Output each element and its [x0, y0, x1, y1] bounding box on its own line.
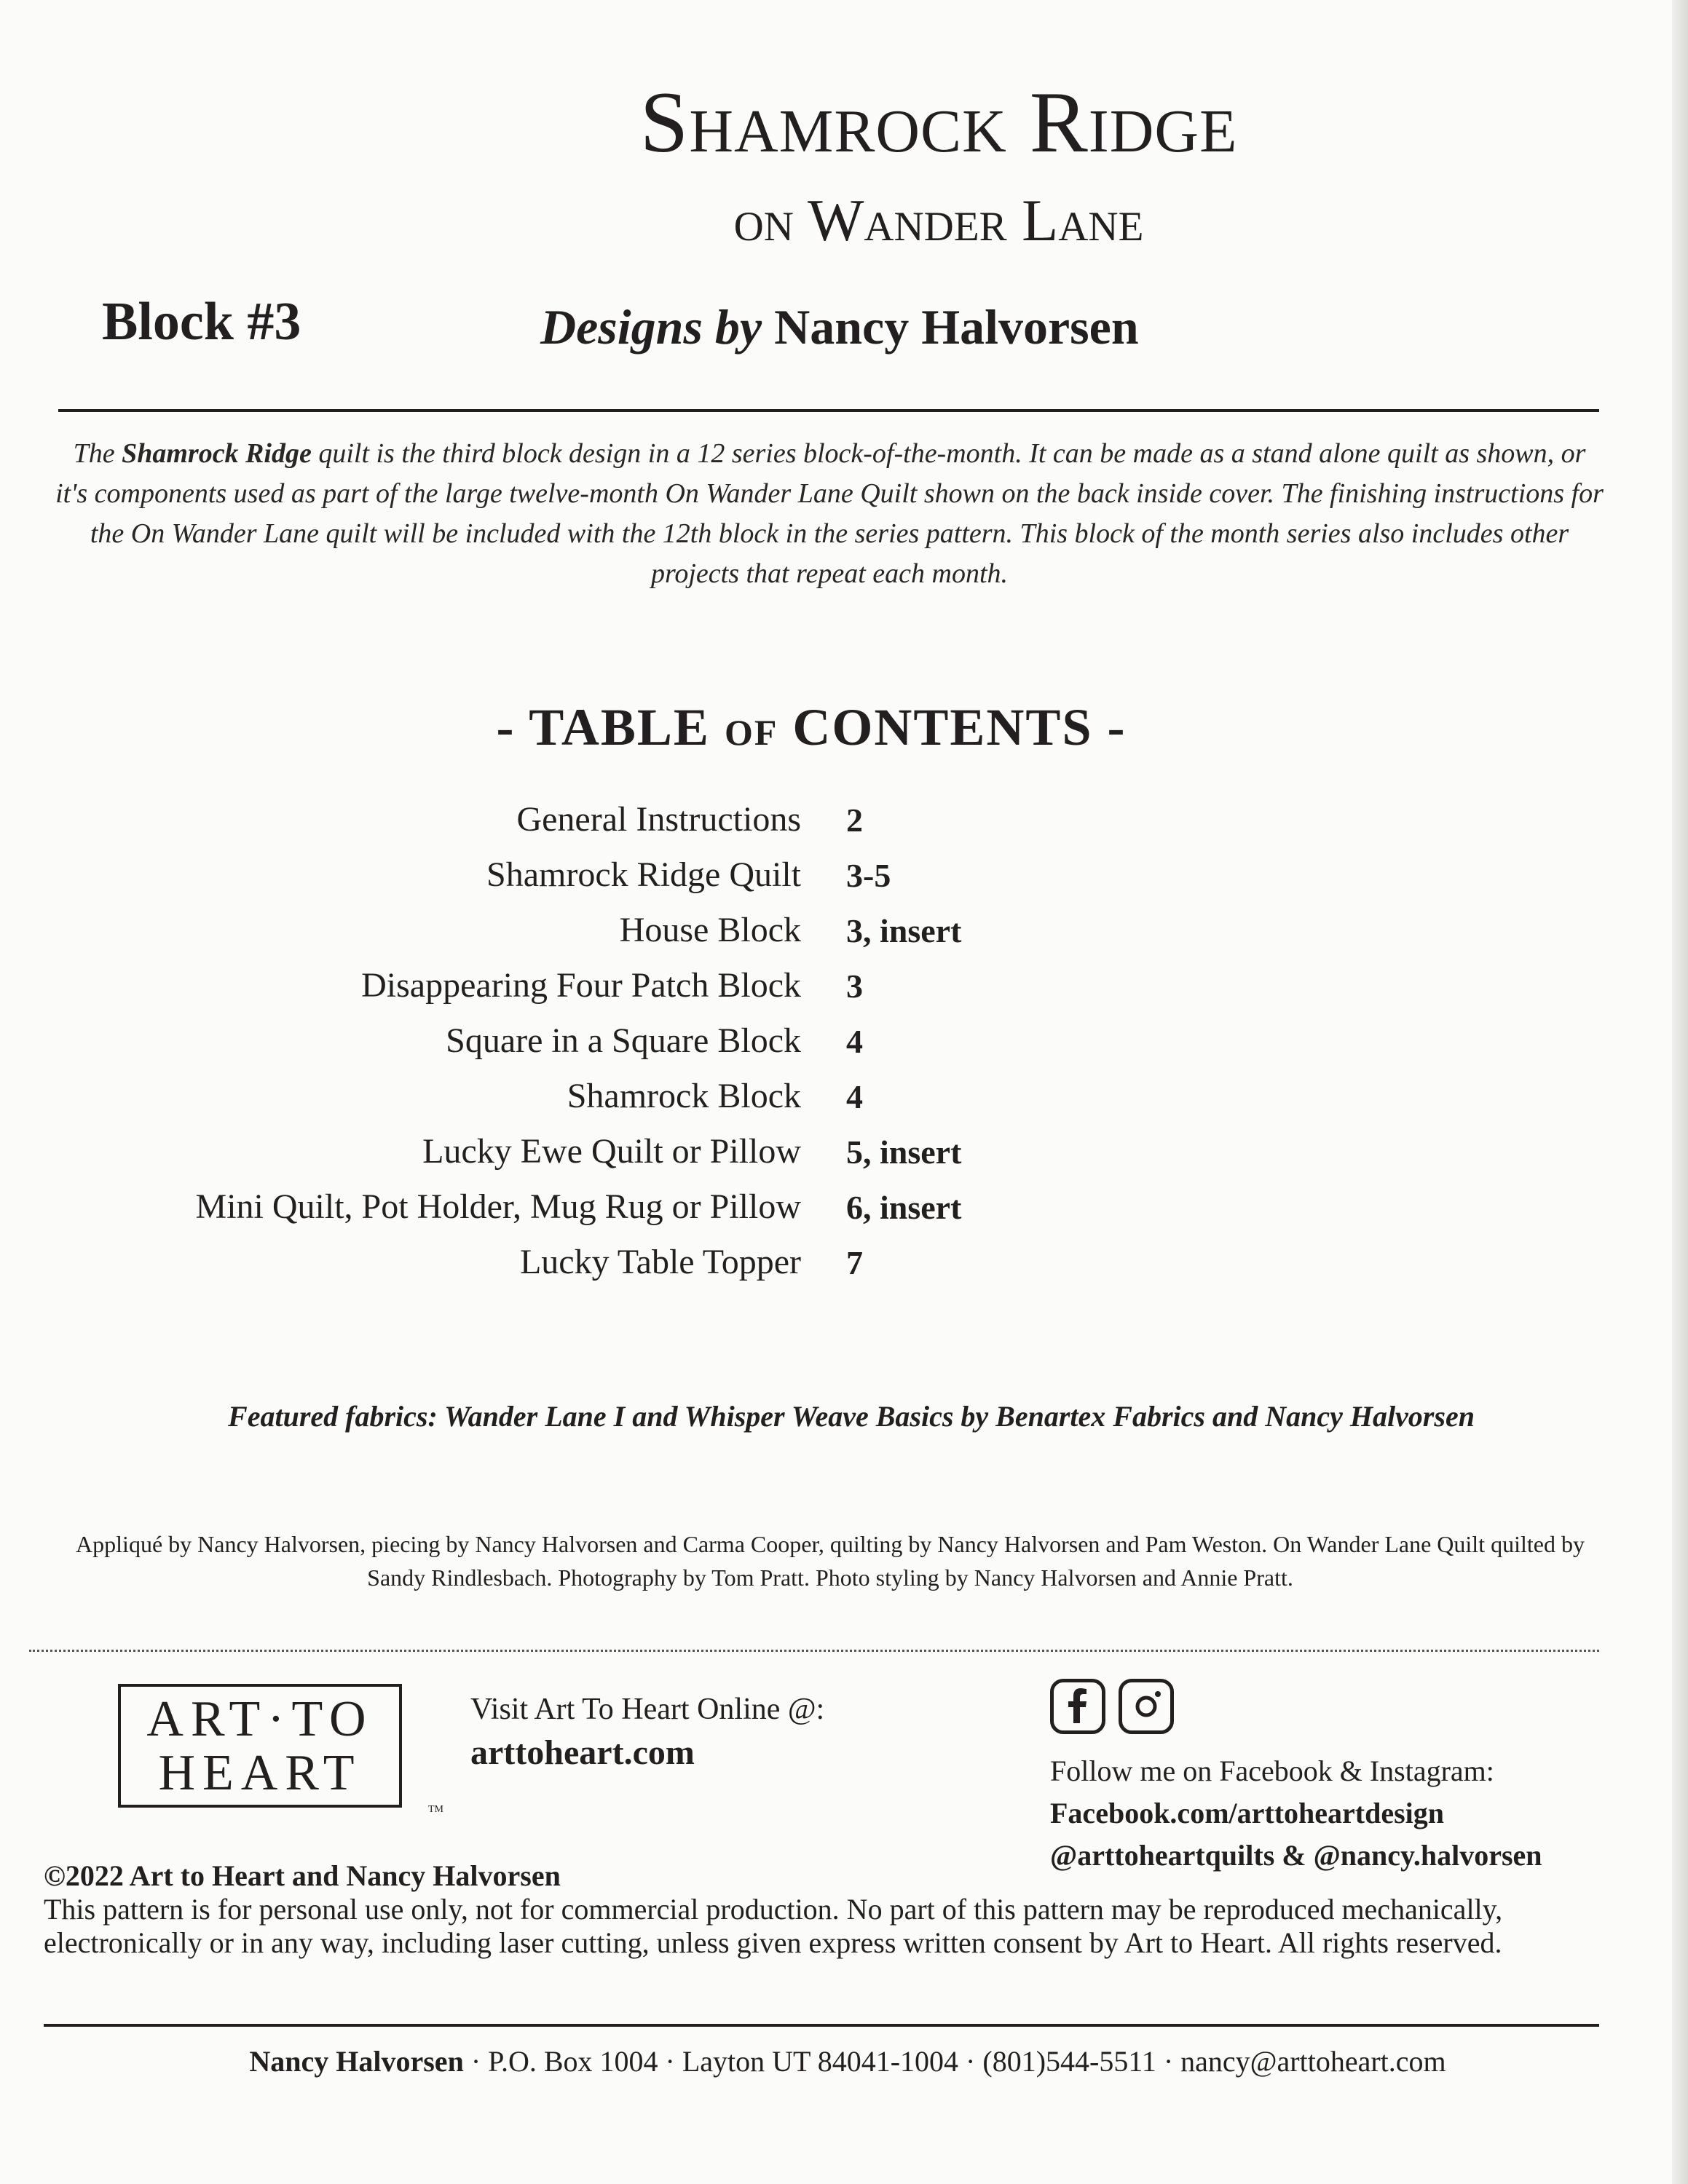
- website-link[interactable]: arttoheart.com: [470, 1733, 695, 1772]
- address-line: [0, 2044, 1688, 2078]
- intro-lead: The: [73, 438, 115, 469]
- toc-entry-title: House Block: [619, 911, 801, 949]
- toc-entry-page: 3-5: [846, 857, 891, 894]
- address-name: Nancy Halvorsen: [249, 2045, 464, 2078]
- art-to-heart-logo: [118, 1684, 402, 1808]
- featured-fabrics: Featured fabrics: Wander Lane I and Whisper Weave Basics by Benartex Fabrics and Nancy Halvorsen: [228, 1400, 1475, 1433]
- page-title: Shamrock Ridge: [639, 74, 1238, 170]
- table-of-contents: [0, 799, 1688, 1297]
- toc-entry: [0, 1021, 1688, 1076]
- toc-entry-title: General Instructions: [516, 800, 801, 839]
- credits-paragraph: Appliqué by Nancy Halvorsen, piecing by Nancy Halvorsen and Carma Cooper, quilting by Nancy Halvorsen and Pam Weston. On Wander Lane Quilt quilted by Sandy Rindlesbach. Photography by Tom Pratt. Photo styling by Nancy Halvorsen and Annie Pratt.: [76, 1531, 1585, 1591]
- intro-paragraph: [55, 434, 1604, 594]
- toc-entry-page: 6, insert: [846, 1189, 962, 1226]
- copyright-line: ©2022 Art to Heart and Nancy Halvorsen: [44, 1859, 561, 1892]
- block-number: Block #3: [102, 292, 301, 352]
- toc-entry-page: 3: [846, 968, 863, 1005]
- toc-entry-title: Lucky Ewe Quilt or Pillow: [422, 1132, 801, 1171]
- website-block: [470, 1688, 824, 1775]
- toc-entry-page: 2: [846, 802, 863, 839]
- copyright-block: [44, 1859, 1595, 1960]
- toc-entry: [0, 910, 1688, 965]
- social-icons: [1050, 1679, 1184, 1734]
- logo-line-1: ART·TO: [146, 1691, 374, 1747]
- toc-entry-title: Disappearing Four Patch Block: [361, 966, 801, 1005]
- toc-entry: [0, 1131, 1688, 1187]
- toc-entry: [0, 965, 1688, 1021]
- instagram-icon[interactable]: [1119, 1679, 1174, 1734]
- toc-entry: [0, 1187, 1688, 1242]
- intro-text: quilt is the third block design in a 12 series block-of-the-month. It can be made as a stand alone quilt as shown, or it's components used as part of the large twelve-month On Wander Lane Quilt shown on the back inside cover. The finishing instructions for the On Wander Lane quilt will be included with the 12th block in the series pattern. This block of the month series also includes other projects that repeat each month.: [55, 438, 1604, 589]
- visit-label: Visit Art To Heart Online @:: [470, 1693, 825, 1726]
- header-divider: [58, 409, 1599, 412]
- toc-entry-title: Square in a Square Block: [446, 1021, 801, 1060]
- toc-entry-title: Shamrock Ridge Quilt: [486, 855, 801, 894]
- facebook-link[interactable]: Facebook.com/arttoheartdesign: [1050, 1797, 1445, 1829]
- toc-entry: [0, 1242, 1688, 1297]
- toc-entry-page: 5, insert: [846, 1133, 962, 1171]
- toc-entry-page: 7: [846, 1244, 863, 1281]
- trademark-mark: TM: [428, 1804, 443, 1815]
- copyright-notice: This pattern is for personal use only, not for commercial production. No part of this pattern may be reproduced mechanically, electronically or in any way, including laser cutting, unless given express written consent by Art to Heart. All rights reserved.: [44, 1893, 1503, 1959]
- toc-heading: - TABLE of CONTENTS -: [496, 698, 1127, 756]
- facebook-icon[interactable]: [1050, 1679, 1105, 1734]
- logo-line-2: HEART: [158, 1745, 362, 1801]
- toc-entry-title: Mini Quilt, Pot Holder, Mug Rug or Pillow: [195, 1187, 801, 1226]
- footer-divider: [44, 2024, 1599, 2027]
- toc-entry: [0, 1076, 1688, 1131]
- toc-entry: [0, 799, 1688, 855]
- address-details: · P.O. Box 1004 · Layton UT 84041-1004 · (801)544-5511 · nancy@arttoheart.com: [463, 2045, 1446, 2078]
- instagram-handles[interactable]: @arttoheartquilts & @nancy.halvorsen: [1050, 1839, 1542, 1872]
- toc-entry-page: 4: [846, 1023, 863, 1060]
- toc-entry-title: Lucky Table Topper: [519, 1243, 801, 1281]
- follow-label: Follow me on Facebook & Instagram:: [1050, 1754, 1494, 1787]
- designs-label: Designs by: [540, 299, 762, 355]
- toc-entry-page: 3, insert: [846, 912, 962, 949]
- toc-entry: [0, 855, 1688, 910]
- intro-quilt-name: Shamrock Ridge: [122, 438, 312, 469]
- designer-name: Nancy Halvorsen: [774, 299, 1139, 355]
- follow-block: [1050, 1750, 1542, 1877]
- toc-entry-title: Shamrock Block: [567, 1077, 801, 1115]
- page-subtitle: on Wander Lane: [733, 187, 1144, 253]
- designer-credit: [540, 298, 1139, 356]
- dotted-divider: [29, 1650, 1599, 1652]
- toc-entry-page: 4: [846, 1078, 863, 1115]
